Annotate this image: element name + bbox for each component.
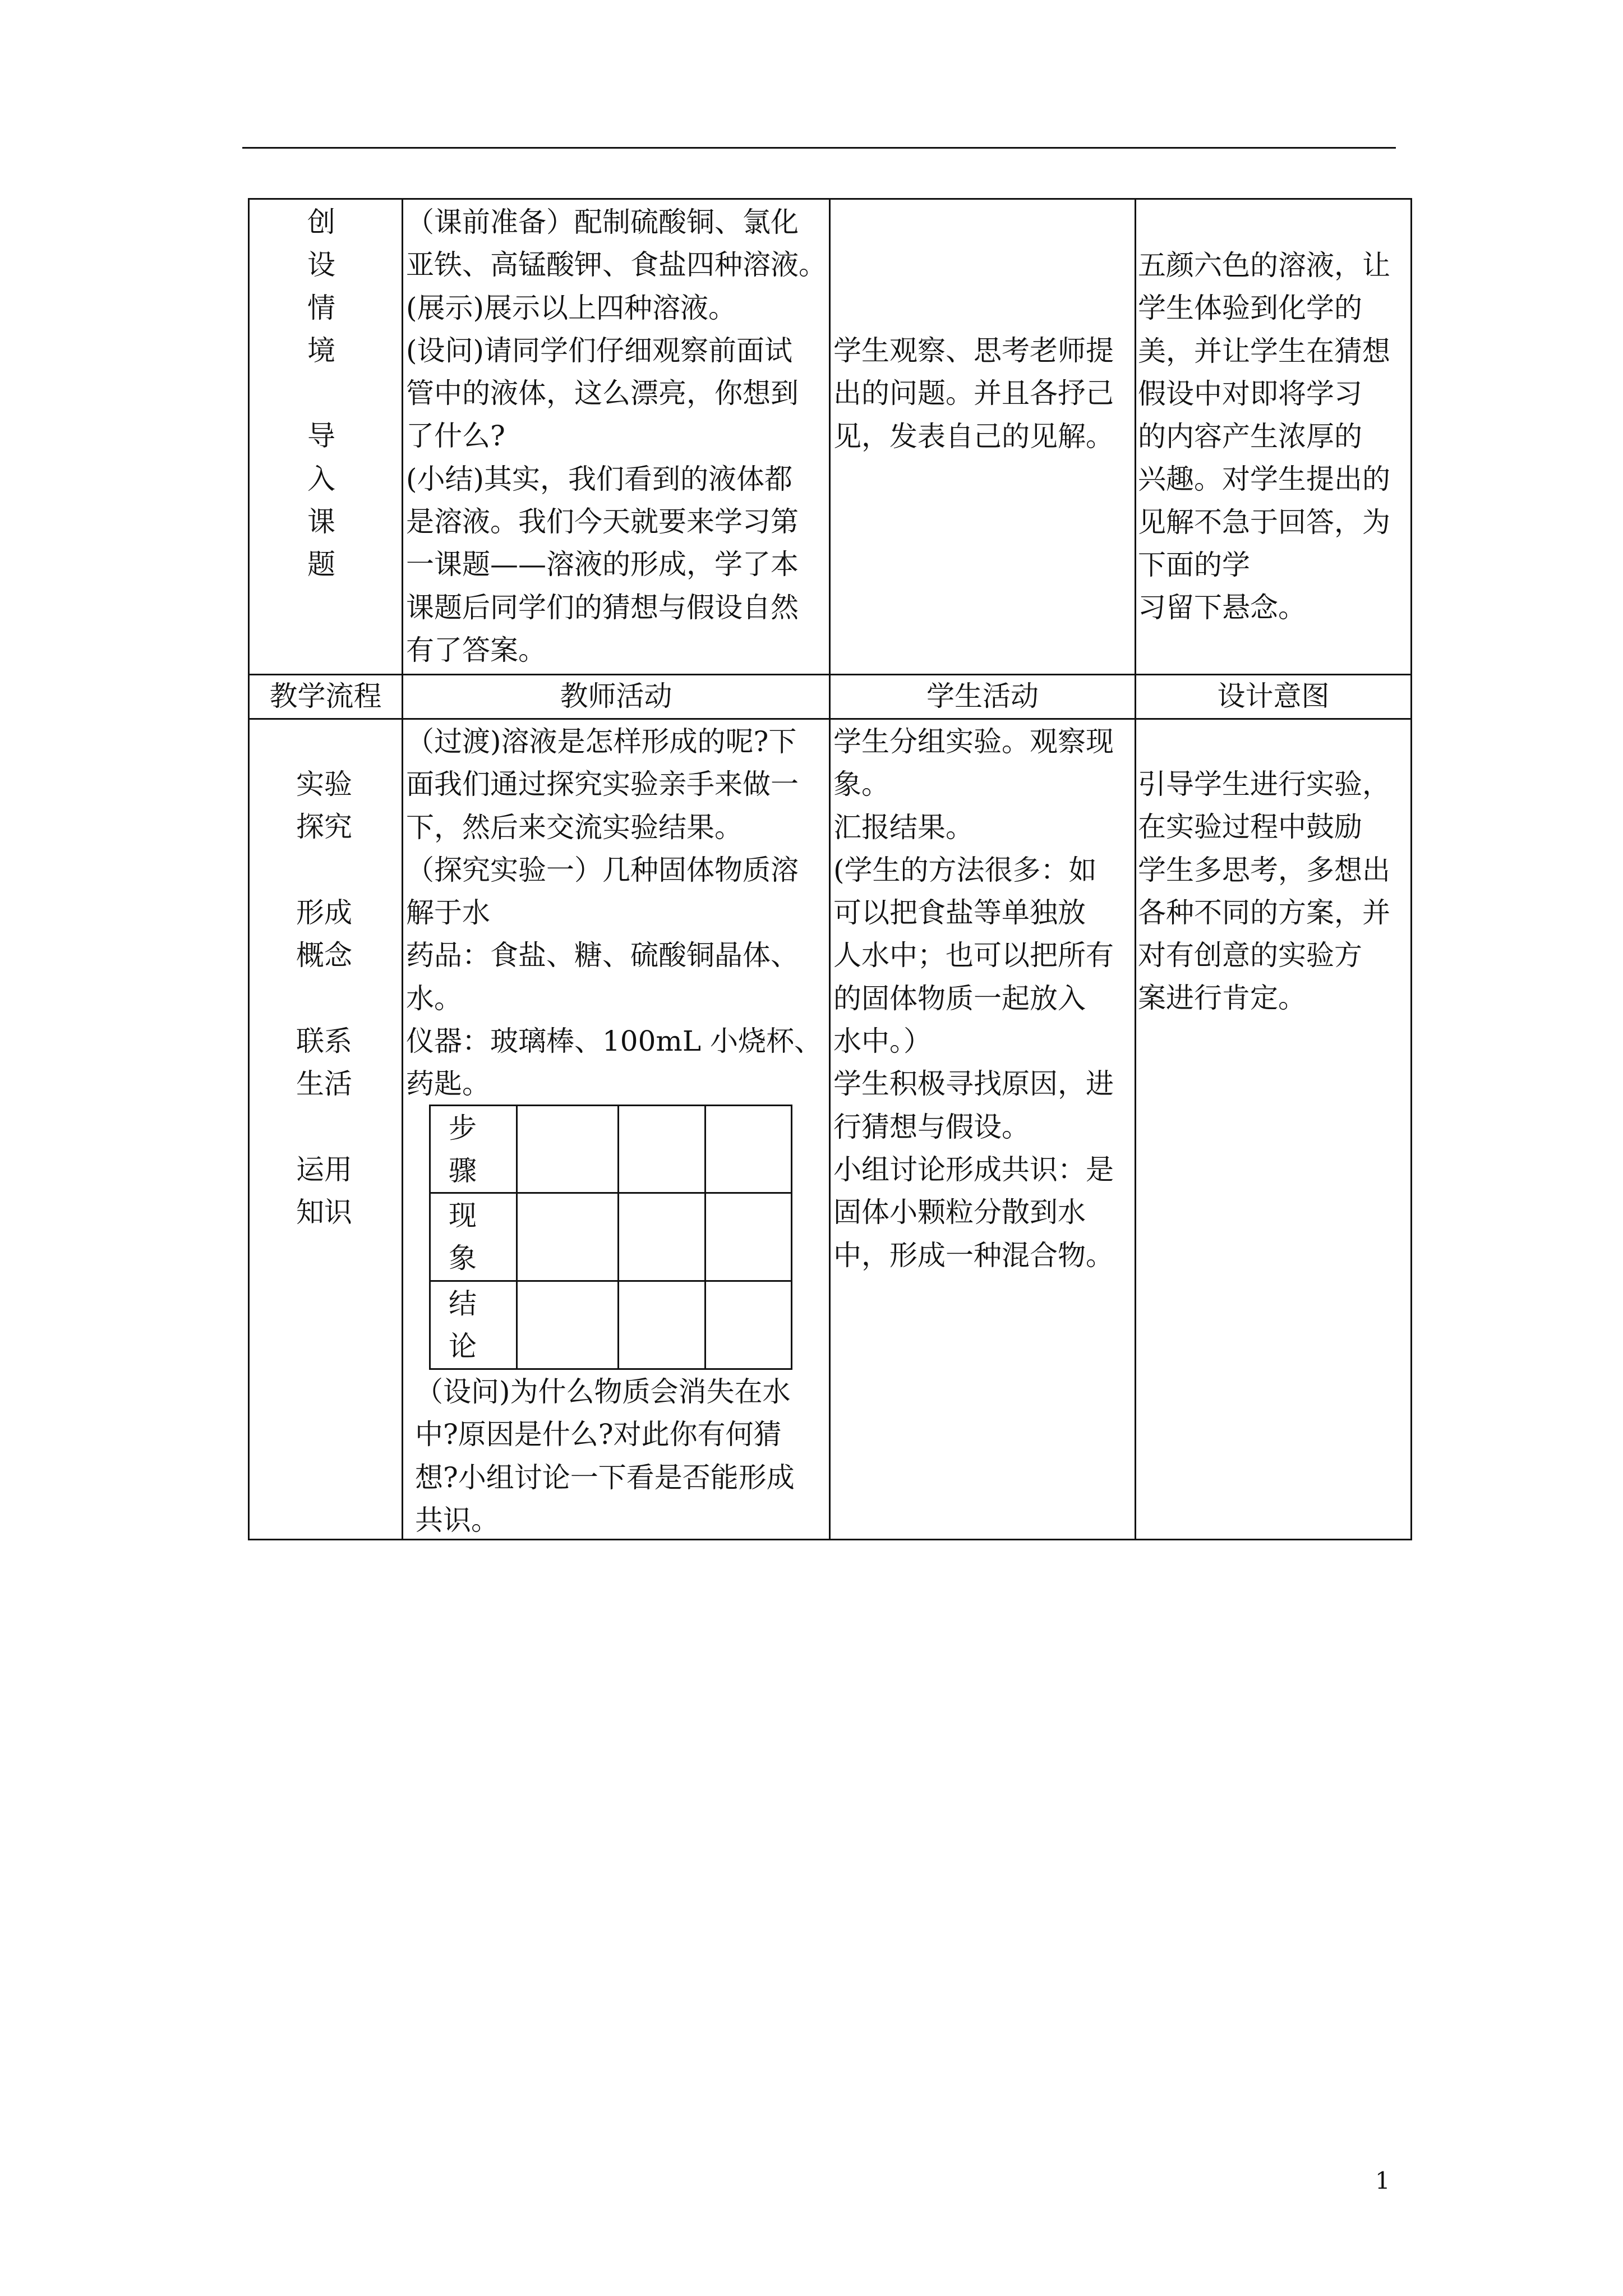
stage-char: 导 [307,420,335,453]
stage-explore-label [296,763,352,1234]
stage-line: 联系 [296,1024,352,1057]
stage-char [307,372,335,415]
stage-line: 生活 [296,1068,352,1101]
text-line: （过渡)溶液是怎样形成的呢?下 [406,725,797,758]
text-line: 水中。） [833,1025,932,1058]
header-rule [242,147,1396,149]
text-line: (设问)请同学们仔细观察前面试 [406,334,793,367]
text-line: 见，发表自己的见解。 [833,420,1114,453]
text-line: 课题后同学们的猜想与假设自然 [406,591,799,624]
text-line: 下面的学 [1138,549,1250,582]
text-line: 固体小颗粒分散到水 [833,1196,1086,1229]
text-line: 兴趣。对学生提出的 [1138,463,1390,496]
text-line: 药品：食盐、糖、硫酸铜晶体、 [406,939,799,972]
text-line: 人水中；也可以把所有 [833,939,1114,972]
text-line: 中，形成一种混合物。 [833,1239,1114,1272]
text-line: 仪器：玻璃棒、100mL 小烧杯、 [406,1025,822,1058]
text-line: 各种不同的方案，并 [1138,896,1390,929]
row-label-phenomenon: 现 象 [449,1199,477,1274]
text-line: 学生体验到化学的 [1138,292,1362,325]
text-line: 小组讨论形成共识：是 [833,1153,1114,1186]
text-line: 有了答案。 [406,633,546,666]
stage-char: 设 [307,249,335,282]
text-line: （课前准备）配制硫酸铜、氯化 [406,206,799,238]
text-line: 汇报结果。 [833,811,974,844]
text-line: 对有创意的实验方 [1138,939,1362,972]
text-line: 案进行肯定。 [1138,982,1306,1015]
text-line: 一课题——溶液的形成，学了本 [406,548,799,581]
text-line: 中?原因是什么?对此你有何猜 [415,1418,782,1451]
text-line: （探究实验一）几种固体物质溶 [406,853,799,886]
text-line: (展示)展示以上四种溶液。 [406,291,737,324]
text-line: 了什么? [406,420,505,453]
text-line: 假设中对即将学习 [1138,377,1362,410]
stage-char: 创 [307,206,335,238]
page-number: 1 [1375,2167,1390,2194]
header-student: 学生活动 [926,680,1039,712]
text-line: 药匙。 [406,1068,490,1101]
explore-student-activity [833,720,1114,1277]
stage-char: 课 [307,505,335,539]
intro-design-intent [1138,244,1390,629]
text-line: (学生的方法很多：如 [833,853,1097,886]
text-line: (小结)其实，我们看到的液体都 [406,462,793,495]
text-line: 学生分组实验。观察现 [833,725,1114,758]
stage-line: 探究 [296,811,352,844]
text-line: 解于水 [406,896,490,930]
text-line: 引导学生进行实验， [1138,768,1390,800]
header-design: 设计意图 [1217,680,1330,712]
text-line: 管中的液体，这么漂亮，你想到 [406,377,799,410]
explore-teacher-activity-top [406,720,822,1106]
stage-line: 知识 [296,1195,352,1228]
text-line: 象。 [833,768,889,801]
stage-line: 概念 [296,939,352,972]
text-line: 下，然后来交流实验结果。 [406,811,743,844]
text-line: 可以把食盐等单独放 [833,896,1086,930]
header-process: 教学流程 [269,680,382,712]
text-line: 习留下悬念。 [1138,591,1306,624]
text-line: 见解不急于回答，为 [1138,505,1390,539]
stage-char: 入 [307,462,335,495]
intro-student-activity [833,329,1114,458]
stage-line [296,849,352,891]
row-label-conclusion: 结 论 [449,1287,477,1363]
text-line: 学生观察、思考老师提 [833,334,1114,367]
row-label-steps: 步 骤 [449,1112,477,1187]
stage-line: 运用 [296,1153,352,1186]
text-line: 水。 [406,982,462,1015]
stage-char: 题 [307,548,335,581]
intro-teacher-activity [406,201,827,671]
text-line: 的固体物质一起放入 [833,982,1086,1015]
stage-line: 实验 [296,768,352,800]
text-line: 的内容产生浓厚的 [1138,420,1362,453]
header-teacher: 教师活动 [560,680,672,712]
stage-line [296,977,352,1019]
stage-char: 情 [307,291,335,324]
stage-intro-label [307,201,335,586]
explore-design-intent [1138,763,1390,1020]
text-line: 美，并让学生在猜想 [1138,334,1390,367]
text-line: 学生多思考，多想出 [1138,853,1390,886]
text-line: （设问)为什么物质会消失在水 [415,1375,791,1408]
text-line: 是溶液。我们今天就要来学习第 [406,505,799,539]
text-line: 五颜六色的溶液，让 [1138,249,1390,282]
explore-teacher-activity-bottom [415,1370,795,1542]
text-line: 共识。 [415,1503,499,1536]
text-line: 亚铁、高锰酸钾、食盐四种溶液。 [406,249,827,282]
text-line: 在实验过程中鼓励 [1138,811,1362,844]
text-line: 想?小组讨论一下看是否能形成 [415,1461,795,1494]
text-line: 出的问题。并且各抒己 [833,377,1114,410]
text-line: 面我们通过探究实验亲手来做一 [406,768,799,801]
text-line: 行猜想与假设。 [833,1110,1030,1143]
stage-line [296,1105,352,1148]
stage-char: 境 [307,334,335,367]
text-line: 学生积极寻找原因，进 [833,1068,1114,1101]
stage-line: 形成 [296,896,352,929]
